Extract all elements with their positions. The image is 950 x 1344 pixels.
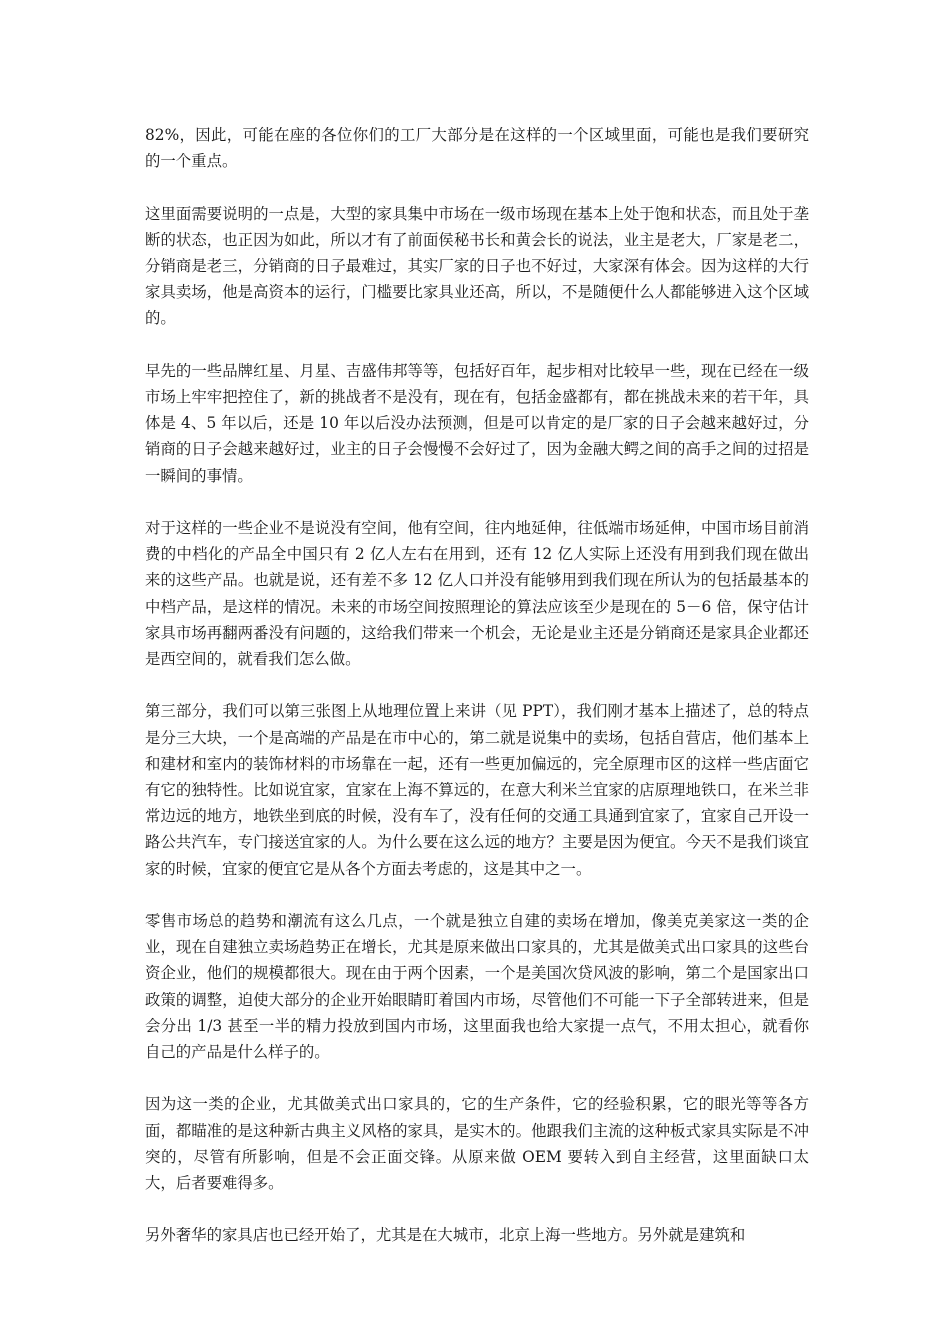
document-page <box>145 122 809 1275</box>
paragraph-3: 早先的一些品牌红星、月星、吉盛伟邦等等，包括好百年，起步相对比较早一些，现在已经在一级市场上牢牢把控住了，新的挑战者不是没有，现在有，包括金盛都有，都在挑战未来的若干年，具体是 4、5 年以后，还是 10 年以后没办法预测，但是可以肯定的是厂家的日子会越来越好过，分销商的日子会越来越好过，业主的日子会慢慢不会好过了，因为金融大鳄之间的高手之间的过招是一瞬间的事情。 <box>145 361 809 485</box>
paragraph-1: 82%，因此，可能在座的各位你们的工厂大部分是在这样的一个区域里面，可能也是我们要研究的一个重点。 <box>145 126 809 171</box>
paragraph-4: 对于这样的一些企业不是说没有空间，他有空间，往内地延伸，往低端市场延伸，中国市场目前消费的中档化的产品全中国只有 2 亿人左右在用到，还有 12 亿人实际上还没有用到我们现在做出来的这些产品。也就是说，还有差不多 12 亿人口并没有能够用到我们现在所认为的包括最基本的中档产品，是这样的情况。未来的市场空间按照理论的算法应该至少是现在的 5－6 倍，保守估计家具市场再翻两番没有问题的，这给我们带来一个机会，无论是业主还是分销商还是家具企业都还是西空间的，就看我们怎么做。 <box>145 519 809 669</box>
paragraph-5: 第三部分，我们可以第三张图上从地理位置上来讲（见 PPT），我们刚才基本上描述了，总的特点是分三大块，一个是高端的产品是在市中心的，第二就是说集中的卖场，包括自营店，他们基本上和建材和室内的装饰材料的市场靠在一起，还有一些更加偏远的，完全原理市区的这样一些店面它有它的独特性。比如说宜家，宜家在上海不算远的，在意大利米兰宜家的店原理地铁口，在米兰非常边远的地方，地铁坐到底的时候，没有车了，没有任何的交通工具通到宜家了，宜家自己开设一路公共汽车，专门接送宜家的人。为什么要在这么远的地方？主要是因为便宜。今天不是我们谈宜家的时候，宜家的便宜它是从各个方面去考虑的，这是其中之一。 <box>145 702 809 878</box>
paragraph-7: 因为这一类的企业，尤其做美式出口家具的，它的生产条件，它的经验积累，它的眼光等等各方面，都瞄准的是这种新古典主义风格的家具，是实木的。他跟我们主流的这种板式家具实际是不冲突的，尽管有所影响，但是不会正面交锋。从原来做 OEM 要转入到自主经营，这里面缺口太大，后者要难得多。 <box>145 1095 809 1193</box>
paragraph-6: 零售市场总的趋势和潮流有这么几点，一个就是独立自建的卖场在增加，像美克美家这一类的企业，现在自建独立卖场趋势正在增长，尤其是原来做出口家具的，尤其是做美式出口家具的这些台资企业，他们的规模都很大。现在由于两个因素，一个是美国次贷风波的影响，第二个是国家出口政策的调整，迫使大部分的企业开始眼睛盯着国内市场，尽管他们不可能一下子全部转进来，但是会分出 1/3 甚至一半的精力投放到国内市场，这里面我也给大家提一点气，不用太担心，就看你自己的产品是什么样子的。 <box>145 912 809 1062</box>
paragraph-8: 另外奢华的家具店也已经开始了，尤其是在大城市，北京上海一些地方。另外就是建筑和 <box>145 1226 746 1245</box>
paragraph-2: 这里面需要说明的一点是，大型的家具集中市场在一级市场现在基本上处于饱和状态，而且处于垄断的状态，也正因为如此，所以才有了前面侯秘书长和黄会长的说法，业主是老大，厂家是老二，分销商是老三，分销商的日子最难过，其实厂家的日子也不好过，大家深有体会。因为这样的大行家具卖场，他是高资本的运行，门槛要比家具业还高，所以，不是随便什么人都能够进入这个区域的。 <box>145 204 809 328</box>
